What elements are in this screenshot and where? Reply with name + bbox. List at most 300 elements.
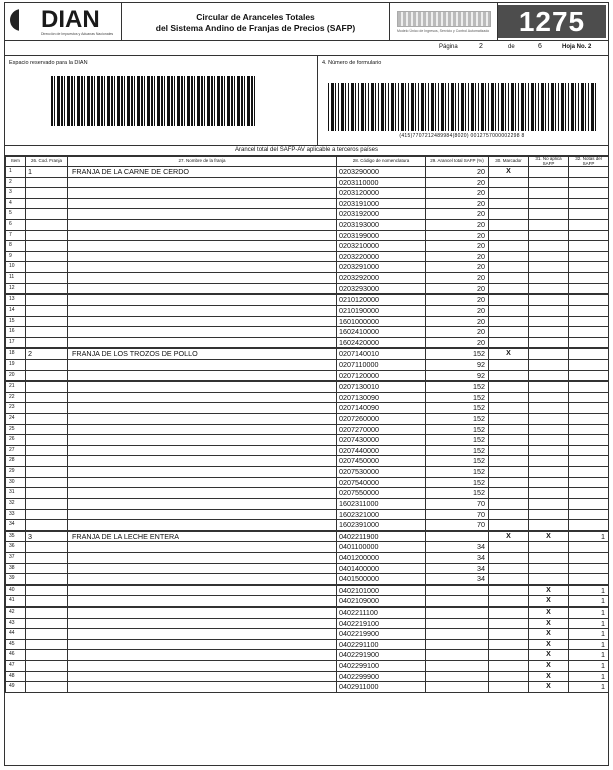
cell-arancel: 20: [426, 294, 489, 305]
cell-arancel: 20: [426, 167, 489, 178]
cell-notas: [569, 167, 609, 178]
cell-notas: 1: [569, 585, 609, 596]
table-row: [6, 477, 609, 488]
cell-nombre: [68, 230, 337, 241]
cell-notas: [569, 563, 609, 574]
col-item: Item: [6, 157, 26, 167]
table-row: [6, 262, 609, 273]
cell-arancel: [426, 531, 489, 542]
cell-codigo: 0402299100: [337, 661, 426, 672]
cell-no-aplica: [529, 392, 569, 403]
cell-nombre: [68, 198, 337, 209]
cell-item: 9: [6, 251, 26, 262]
cell-arancel: 152: [426, 488, 489, 499]
cell-franja: [26, 359, 68, 370]
cell-notas: 1: [569, 661, 609, 672]
cell-no-aplica: [529, 283, 569, 294]
cell-notas: [569, 488, 609, 499]
table-row: [6, 294, 609, 305]
table-row: [6, 392, 609, 403]
cell-item: 14: [6, 305, 26, 316]
cell-codigo: 0402299900: [337, 671, 426, 682]
cell-item: 2: [6, 177, 26, 188]
cell-marcador: [489, 607, 529, 618]
cell-nombre: [68, 359, 337, 370]
cell-arancel: 20: [426, 220, 489, 231]
cell-item: 45: [6, 639, 26, 650]
cell-franja: [26, 520, 68, 531]
cell-arancel: 20: [426, 241, 489, 252]
cell-nombre: FRANJA DE LA CARNE DE CERDO: [68, 167, 337, 178]
cell-arancel: 152: [426, 348, 489, 359]
cell-codigo: 0207120000: [337, 370, 426, 381]
cell-no-aplica: X: [529, 682, 569, 693]
cell-nombre: FRANJA DE LOS TROZOS DE POLLO: [68, 348, 337, 359]
cell-codigo: 0207110000: [337, 359, 426, 370]
cell-item: 3: [6, 188, 26, 199]
cell-franja: [26, 509, 68, 520]
cell-franja: [26, 198, 68, 209]
table-row: [6, 209, 609, 220]
cell-arancel: [426, 661, 489, 672]
cell-notas: [569, 520, 609, 531]
cell-marcador: [489, 509, 529, 520]
table-row: [6, 359, 609, 370]
title-line-2: del Sistema Andino de Franjas de Precios (SAFP): [155, 23, 356, 33]
cell-notas: [569, 198, 609, 209]
cell-nombre: [68, 283, 337, 294]
cell-codigo: 0402911000: [337, 682, 426, 693]
cell-notas: [569, 359, 609, 370]
cell-nombre: [68, 241, 337, 252]
cell-nombre: [68, 467, 337, 478]
table-row: [6, 531, 609, 542]
cell-nombre: [68, 552, 337, 563]
cell-notas: [569, 305, 609, 316]
cell-marcador: [489, 370, 529, 381]
cell-nombre: [68, 220, 337, 231]
cell-codigo: 0203290000: [337, 167, 426, 178]
cell-notas: [569, 403, 609, 414]
cell-item: 33: [6, 509, 26, 520]
cell-codigo: 0203210000: [337, 241, 426, 252]
cell-nombre: [68, 209, 337, 220]
cell-no-aplica: [529, 520, 569, 531]
table-row: [6, 563, 609, 574]
cell-nombre: [68, 629, 337, 640]
cell-no-aplica: [529, 359, 569, 370]
cell-no-aplica: [529, 467, 569, 478]
cell-item: 43: [6, 618, 26, 629]
table-row: [6, 273, 609, 284]
table-row: [6, 305, 609, 316]
cell-marcador: [489, 177, 529, 188]
cell-marcador: [489, 574, 529, 585]
cell-arancel: [426, 629, 489, 640]
table-row: [6, 509, 609, 520]
table-row: [6, 241, 609, 252]
cell-marcador: [489, 230, 529, 241]
cell-codigo: 0207140090: [337, 403, 426, 414]
cell-notas: [569, 241, 609, 252]
cell-no-aplica: [529, 167, 569, 178]
reserved-space-box: [5, 56, 318, 146]
cell-no-aplica: [529, 381, 569, 392]
col-no-aplica: 31. No aplica SAFP: [529, 157, 569, 167]
cell-notas: [569, 445, 609, 456]
form-number-badge: 1275: [498, 5, 606, 38]
table-row: [6, 167, 609, 178]
cell-notas: [569, 542, 609, 553]
table-row: [6, 618, 609, 629]
section-title: Arancel total del SAFP-AV aplicable a terceros países: [5, 146, 608, 156]
page-total: 6: [538, 43, 542, 50]
cell-no-aplica: X: [529, 596, 569, 607]
cell-codigo: 0402219900: [337, 629, 426, 640]
cell-nombre: [68, 327, 337, 338]
col-franja: 26. Cod. Franja: [26, 157, 68, 167]
cell-notas: [569, 294, 609, 305]
col-marcador: 30. Marcador: [489, 157, 529, 167]
cell-codigo: 0203291000: [337, 262, 426, 273]
cell-marcador: [489, 273, 529, 284]
cell-franja: [26, 498, 68, 509]
cell-nombre: [68, 509, 337, 520]
cell-notas: [569, 209, 609, 220]
cell-no-aplica: [529, 188, 569, 199]
cell-arancel: 20: [426, 327, 489, 338]
cell-nombre: [68, 574, 337, 585]
cell-franja: [26, 456, 68, 467]
cell-codigo: 1602420000: [337, 337, 426, 348]
cell-codigo: 0401400000: [337, 563, 426, 574]
cell-no-aplica: [529, 370, 569, 381]
cell-no-aplica: X: [529, 607, 569, 618]
cell-notas: 1: [569, 531, 609, 542]
cell-franja: [26, 424, 68, 435]
cell-franja: [26, 392, 68, 403]
cell-arancel: [426, 607, 489, 618]
cell-no-aplica: [529, 414, 569, 425]
cell-codigo: 0402291900: [337, 650, 426, 661]
cell-arancel: 34: [426, 552, 489, 563]
table-row: [6, 467, 609, 478]
cell-marcador: [489, 198, 529, 209]
cell-marcador: [489, 424, 529, 435]
cell-codigo: 0210120000: [337, 294, 426, 305]
cell-notas: [569, 348, 609, 359]
cell-codigo: 0203292000: [337, 273, 426, 284]
cell-arancel: [426, 585, 489, 596]
table-row: [6, 445, 609, 456]
cell-item: 41: [6, 596, 26, 607]
cell-nombre: [68, 498, 337, 509]
table-row: [6, 498, 609, 509]
cell-arancel: [426, 650, 489, 661]
cell-marcador: X: [489, 167, 529, 178]
cell-notas: [569, 188, 609, 199]
cell-marcador: [489, 435, 529, 446]
cell-codigo: 0207540000: [337, 477, 426, 488]
cell-nombre: [68, 661, 337, 672]
cell-franja: [26, 220, 68, 231]
table-row: [6, 414, 609, 425]
cell-arancel: 92: [426, 359, 489, 370]
logo-tagline: Dirección de Impuestos y Aduanas Nacionales: [41, 32, 114, 36]
cell-arancel: 20: [426, 188, 489, 199]
cell-franja: [26, 294, 68, 305]
cell-nombre: [68, 188, 337, 199]
cell-nombre: [68, 682, 337, 693]
cell-franja: [26, 629, 68, 640]
table-row: [6, 188, 609, 199]
cell-arancel: 20: [426, 273, 489, 284]
cell-marcador: [489, 585, 529, 596]
cell-marcador: [489, 327, 529, 338]
cell-item: 39: [6, 574, 26, 585]
cell-nombre: [68, 177, 337, 188]
table-row: [6, 671, 609, 682]
cell-marcador: [489, 359, 529, 370]
cell-franja: [26, 607, 68, 618]
cell-marcador: [489, 650, 529, 661]
cell-notas: [569, 337, 609, 348]
form-number-label: 4. Número de formulario: [322, 60, 382, 66]
cell-item: 19: [6, 359, 26, 370]
cell-notas: 1: [569, 682, 609, 693]
cell-arancel: 34: [426, 542, 489, 553]
cell-item: 32: [6, 498, 26, 509]
cell-notas: [569, 177, 609, 188]
cell-no-aplica: [529, 251, 569, 262]
cell-no-aplica: [529, 327, 569, 338]
cell-item: 25: [6, 424, 26, 435]
cell-arancel: 152: [426, 477, 489, 488]
form-page: [4, 2, 609, 766]
cell-franja: [26, 618, 68, 629]
table-row: [6, 198, 609, 209]
cell-marcador: [489, 682, 529, 693]
cell-nombre: [68, 305, 337, 316]
cell-codigo: 0203192000: [337, 209, 426, 220]
cell-codigo: 0207130010: [337, 381, 426, 392]
cell-nombre: [68, 607, 337, 618]
cell-no-aplica: [529, 337, 569, 348]
cell-arancel: 20: [426, 316, 489, 327]
col-nombre: 27. Nombre de la franja: [68, 157, 337, 167]
cell-arancel: 20: [426, 209, 489, 220]
cell-franja: [26, 230, 68, 241]
col-notas: 32. Notas del SAFP: [569, 157, 609, 167]
cell-codigo: 0401500000: [337, 574, 426, 585]
cell-no-aplica: [529, 403, 569, 414]
cell-notas: [569, 552, 609, 563]
cell-codigo: 0402109000: [337, 596, 426, 607]
cell-no-aplica: [529, 424, 569, 435]
cell-item: 29: [6, 467, 26, 478]
cell-marcador: [489, 209, 529, 220]
cell-marcador: [489, 629, 529, 640]
cell-franja: 2: [26, 348, 68, 359]
cell-item: 47: [6, 661, 26, 672]
cell-arancel: 152: [426, 424, 489, 435]
cell-nombre: [68, 650, 337, 661]
cell-no-aplica: [529, 435, 569, 446]
cell-franja: [26, 283, 68, 294]
cell-notas: [569, 509, 609, 520]
cell-marcador: [489, 445, 529, 456]
page-of: de: [508, 44, 515, 50]
cell-item: 16: [6, 327, 26, 338]
cell-codigo: 1602321000: [337, 509, 426, 520]
cell-item: 31: [6, 488, 26, 499]
cell-franja: [26, 188, 68, 199]
cell-marcador: [489, 563, 529, 574]
cell-item: 18: [6, 348, 26, 359]
reserved-label: Espacio reservado para la DIAN: [9, 60, 88, 66]
cell-codigo: 0207270000: [337, 424, 426, 435]
cell-franja: 1: [26, 167, 68, 178]
cell-marcador: [489, 520, 529, 531]
cell-nombre: [68, 520, 337, 531]
cell-arancel: 152: [426, 467, 489, 478]
cell-notas: [569, 381, 609, 392]
cell-marcador: [489, 381, 529, 392]
cell-codigo: 0207440000: [337, 445, 426, 456]
cell-no-aplica: X: [529, 618, 569, 629]
cell-codigo: 0401100000: [337, 542, 426, 553]
cell-item: 23: [6, 403, 26, 414]
cell-item: 10: [6, 262, 26, 273]
cell-arancel: 70: [426, 509, 489, 520]
cell-nombre: [68, 370, 337, 381]
cell-nombre: [68, 542, 337, 553]
cell-arancel: 152: [426, 392, 489, 403]
cell-marcador: [489, 639, 529, 650]
cell-no-aplica: [529, 552, 569, 563]
cell-marcador: [489, 467, 529, 478]
table-row: [6, 220, 609, 231]
cell-arancel: 20: [426, 337, 489, 348]
cell-arancel: 20: [426, 198, 489, 209]
cell-marcador: [489, 283, 529, 294]
cell-arancel: 152: [426, 456, 489, 467]
cell-arancel: 20: [426, 262, 489, 273]
cell-notas: 1: [569, 607, 609, 618]
form-title: [122, 3, 390, 40]
cell-arancel: 20: [426, 283, 489, 294]
cell-nombre: [68, 456, 337, 467]
table-row: [6, 177, 609, 188]
cell-notas: [569, 262, 609, 273]
cell-franja: [26, 305, 68, 316]
cell-codigo: 0203110000: [337, 177, 426, 188]
cell-franja: [26, 327, 68, 338]
cell-marcador: [489, 241, 529, 252]
table-row: [6, 650, 609, 661]
cell-franja: [26, 563, 68, 574]
dian-emblem-icon: [10, 9, 32, 31]
cell-no-aplica: [529, 230, 569, 241]
table-row: [6, 327, 609, 338]
table-row: [6, 661, 609, 672]
cell-nombre: [68, 445, 337, 456]
cell-no-aplica: [529, 220, 569, 231]
cell-arancel: [426, 618, 489, 629]
cell-franja: [26, 177, 68, 188]
cell-franja: [26, 574, 68, 585]
cell-codigo: 0207450000: [337, 456, 426, 467]
muisca-wordmark-icon: [397, 11, 491, 27]
cell-franja: [26, 381, 68, 392]
cell-franja: [26, 639, 68, 650]
cell-codigo: 0203191000: [337, 198, 426, 209]
cell-no-aplica: X: [529, 661, 569, 672]
cell-item: 1: [6, 167, 26, 178]
cell-no-aplica: [529, 509, 569, 520]
cell-no-aplica: [529, 477, 569, 488]
muisca-subtitle: Modelo Único de Ingresos, Servicio y Control Automatizado: [397, 29, 490, 33]
cell-item: 49: [6, 682, 26, 693]
cell-codigo: 1601000000: [337, 316, 426, 327]
cell-item: 7: [6, 230, 26, 241]
cell-no-aplica: [529, 177, 569, 188]
cell-nombre: [68, 337, 337, 348]
cell-item: 8: [6, 241, 26, 252]
cell-no-aplica: X: [529, 585, 569, 596]
cell-arancel: 70: [426, 498, 489, 509]
muisca-logo: [391, 3, 498, 40]
table-row: [6, 629, 609, 640]
cell-nombre: [68, 251, 337, 262]
cell-arancel: 152: [426, 403, 489, 414]
cell-item: 34: [6, 520, 26, 531]
cell-franja: [26, 671, 68, 682]
table-row: [6, 520, 609, 531]
page-info-row: [5, 40, 608, 56]
cell-no-aplica: [529, 348, 569, 359]
cell-notas: [569, 435, 609, 446]
cell-codigo: 0203120000: [337, 188, 426, 199]
cell-franja: [26, 477, 68, 488]
table-row: [6, 585, 609, 596]
cell-notas: [569, 316, 609, 327]
cell-codigo: 0402211900: [337, 531, 426, 542]
cell-no-aplica: [529, 488, 569, 499]
cell-arancel: 20: [426, 305, 489, 316]
table-row: [6, 403, 609, 414]
cell-arancel: 152: [426, 445, 489, 456]
cell-marcador: [489, 661, 529, 672]
cell-notas: 1: [569, 671, 609, 682]
cell-franja: [26, 596, 68, 607]
cell-marcador: [489, 552, 529, 563]
cell-marcador: [489, 498, 529, 509]
cell-no-aplica: X: [529, 650, 569, 661]
cell-no-aplica: X: [529, 629, 569, 640]
cell-codigo: 0210190000: [337, 305, 426, 316]
cell-no-aplica: [529, 542, 569, 553]
cell-codigo: 0203220000: [337, 251, 426, 262]
cell-arancel: [426, 682, 489, 693]
cell-franja: [26, 251, 68, 262]
cell-no-aplica: [529, 273, 569, 284]
cell-marcador: [489, 294, 529, 305]
cell-codigo: 0207430000: [337, 435, 426, 446]
table-row: [6, 424, 609, 435]
title-line-1: Circular de Aranceles Totales: [196, 12, 315, 22]
cell-no-aplica: [529, 498, 569, 509]
